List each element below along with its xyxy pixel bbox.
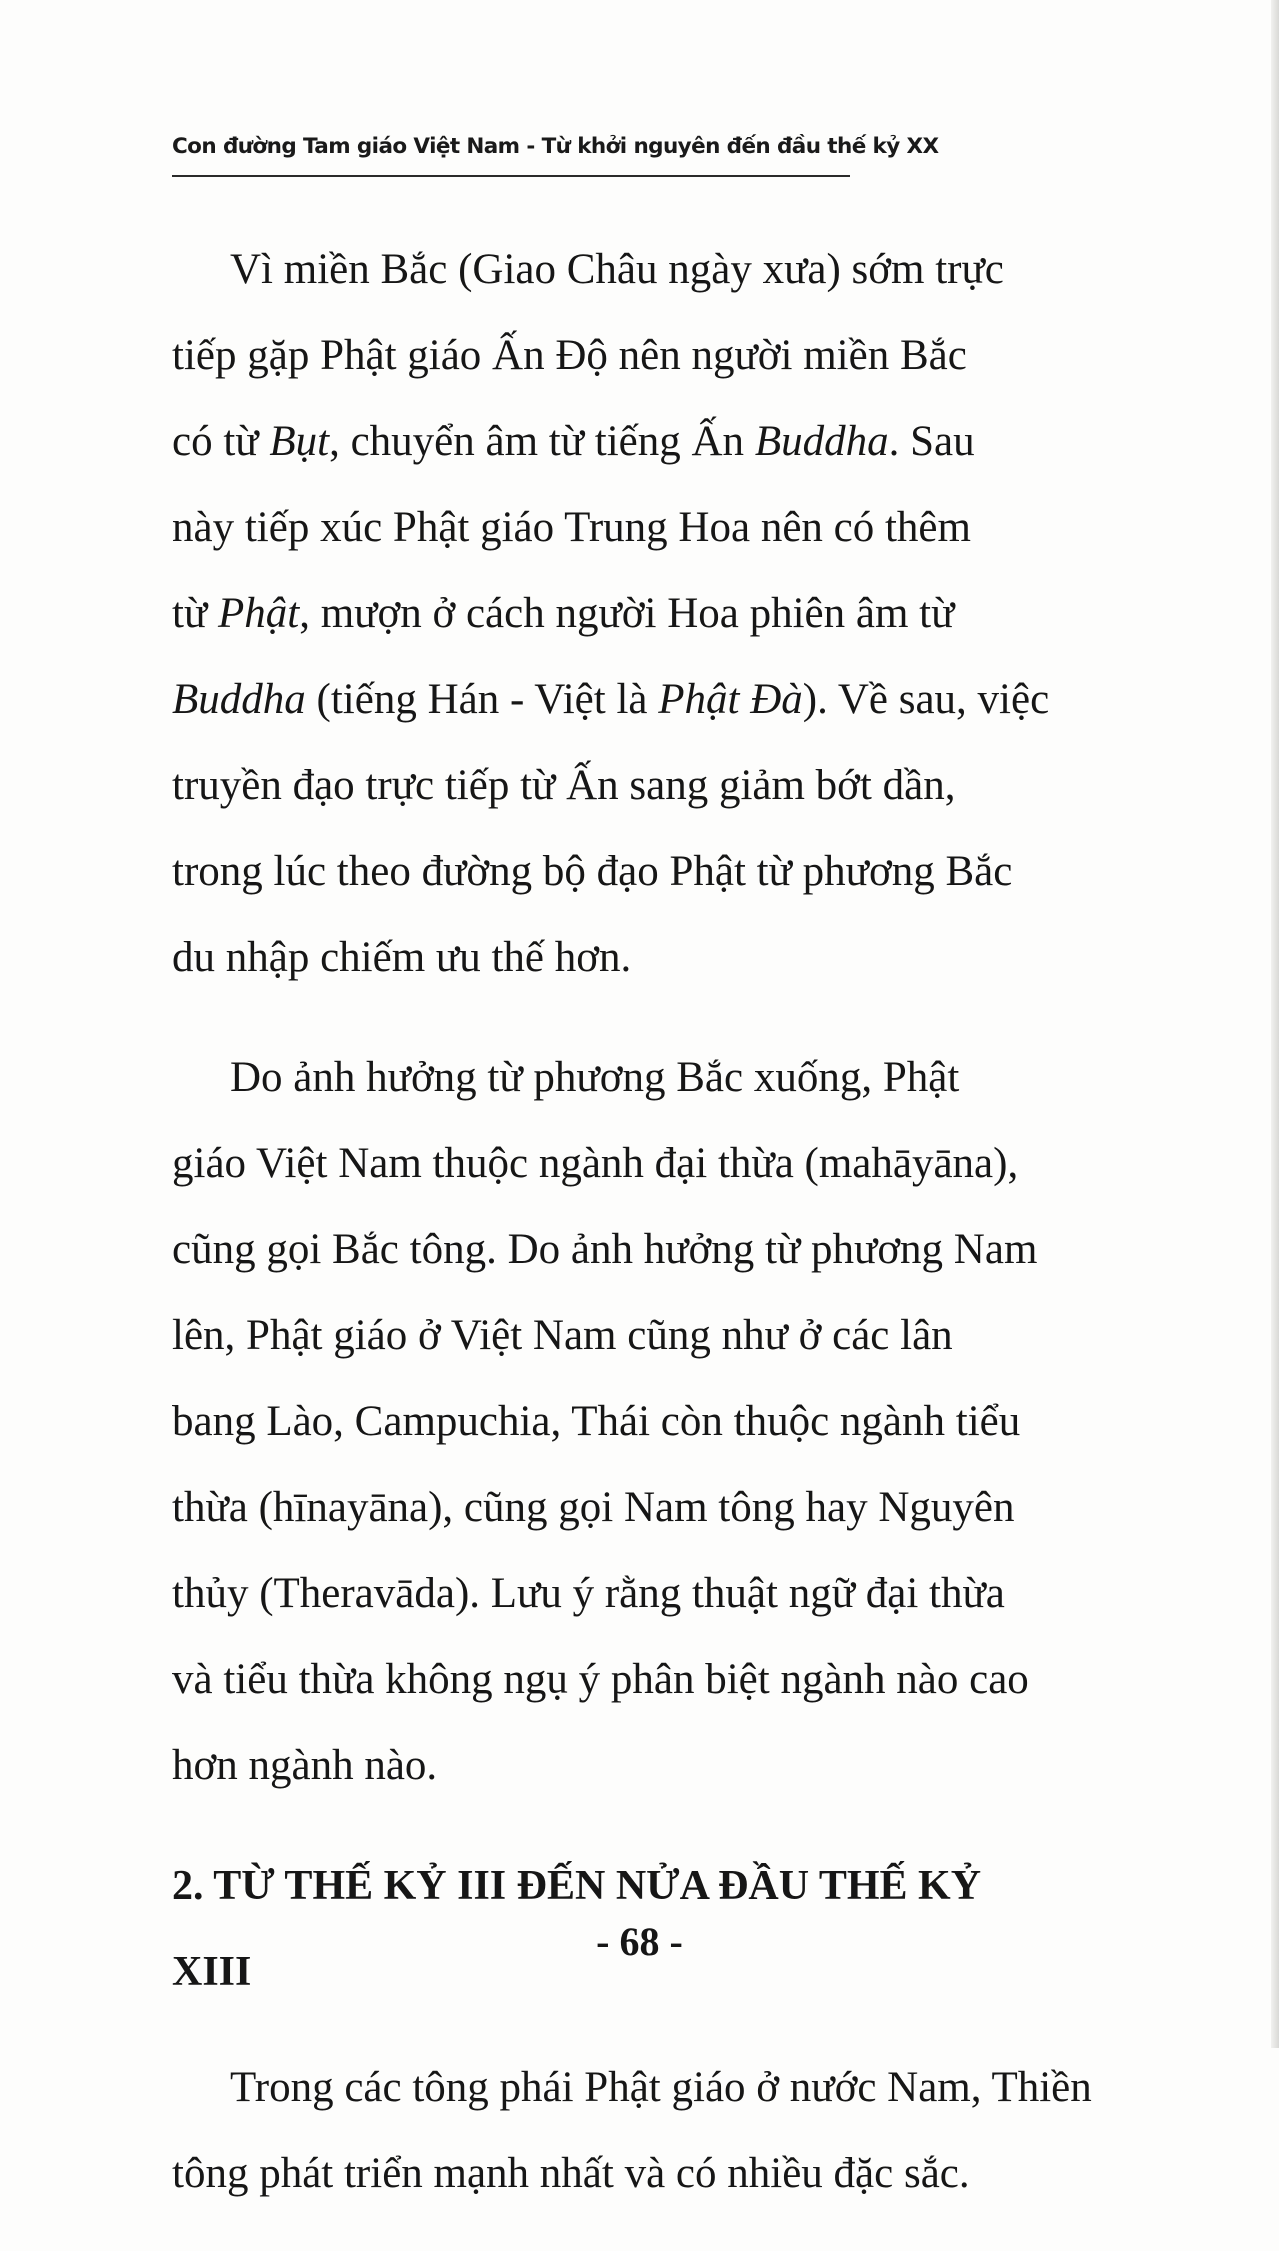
text-line [172, 2131, 970, 2217]
text-run: Trong các tông phái Phật giáo ở nước Nam, Thiền [230, 2064, 1092, 2111]
text-run: XIII [172, 1949, 252, 1995]
text-run: giáo Việt Nam thuộc ngành đại thừa (mahāyāna), [172, 1140, 1019, 1187]
text-line [172, 1379, 1021, 1465]
text-run: truyền đạo trực tiếp từ Ấn sang giảm bớt dần, [172, 762, 956, 809]
text-line [172, 657, 1050, 743]
text-line [172, 227, 1004, 313]
text-line [172, 1723, 845, 1809]
text-run: 2. TỪ THẾ KỶ III ĐẾN NỬA ĐẦU THẾ KỶ [172, 1863, 982, 1909]
text-run: Do ảnh hưởng từ phương Bắc xuống, Phật [230, 1054, 960, 1101]
text-line [172, 915, 845, 1001]
text-line [172, 485, 971, 571]
text-line [172, 1207, 1038, 1293]
text-line [172, 1637, 1029, 1723]
paragraph [172, 2045, 1092, 2217]
text-line [172, 571, 955, 657]
text-run: thủy (Theravāda). Lưu ý rằng thuật ngữ đại thừa [172, 1570, 1005, 1617]
text-run: tiếp gặp Phật giáo Ấn Độ nên người miền Bắc [172, 332, 967, 379]
text-run: trong lúc theo đường bộ đạo Phật từ phương Bắc [172, 848, 1013, 895]
text-run: có từ [172, 418, 270, 465]
text-line [172, 829, 1013, 915]
text-run: tông phát triển mạnh nhất và có nhiều đặc sắc. [172, 2150, 970, 2197]
header-rule [172, 175, 850, 177]
text-run: , mượn ở cách người Hoa phiên âm từ [299, 590, 955, 637]
text-line [172, 1551, 1005, 1637]
text-run: . Sau [888, 418, 975, 465]
page-edge [1271, 0, 1279, 2048]
page-number: - 68 - [596, 1919, 683, 1964]
text-run: và tiểu thừa không ngụ ý phân biệt ngành nào cao [172, 1656, 1029, 1703]
text-run: hơn ngành nào. [172, 1742, 438, 1789]
text-run: Vì miền Bắc (Giao Châu ngày xưa) sớm trực [230, 246, 1004, 293]
text-run: này tiếp xúc Phật giáo Trung Hoa nên có thêm [172, 504, 971, 551]
text-run: từ [172, 590, 219, 637]
text-run: cũng gọi Bắc tông. Do ảnh hưởng từ phương Nam [172, 1226, 1038, 1273]
paragraph [172, 227, 1050, 1001]
text-line [172, 1843, 982, 1929]
text-run: lên, Phật giáo ở Việt Nam cũng như ở các lân [172, 1312, 953, 1359]
text-line [172, 743, 956, 829]
text-run: , chuyển âm từ tiếng Ấn [329, 418, 755, 465]
italic-term: Bụt [269, 418, 330, 465]
text-line [172, 1465, 1015, 1551]
text-run: bang Lào, Campuchia, Thái còn thuộc ngành tiểu [172, 1398, 1021, 1445]
italic-term: Buddha [172, 676, 306, 723]
text-line [172, 1293, 953, 1379]
text-line [172, 313, 967, 399]
running-header: Con đường Tam giáo Việt Nam - Từ khởi nguyên đến đầu thế kỷ XX [172, 134, 939, 159]
italic-term: Phật [218, 590, 300, 637]
text-run: ). Về sau, việc [802, 676, 1050, 723]
text-line [172, 1121, 1019, 1207]
paragraph [172, 1035, 1038, 1809]
text-line [172, 399, 975, 485]
text-run: (tiếng Hán - Việt là [305, 676, 659, 723]
text-line [172, 2045, 1092, 2131]
text-line [172, 1035, 960, 1121]
italic-term: Buddha [754, 418, 889, 465]
italic-term: Phật Đà [658, 676, 803, 723]
text-run: thừa (hīnayāna), cũng gọi Nam tông hay Nguyên [172, 1484, 1015, 1531]
text-run: du nhập chiếm ưu thế hơn. [172, 934, 632, 981]
